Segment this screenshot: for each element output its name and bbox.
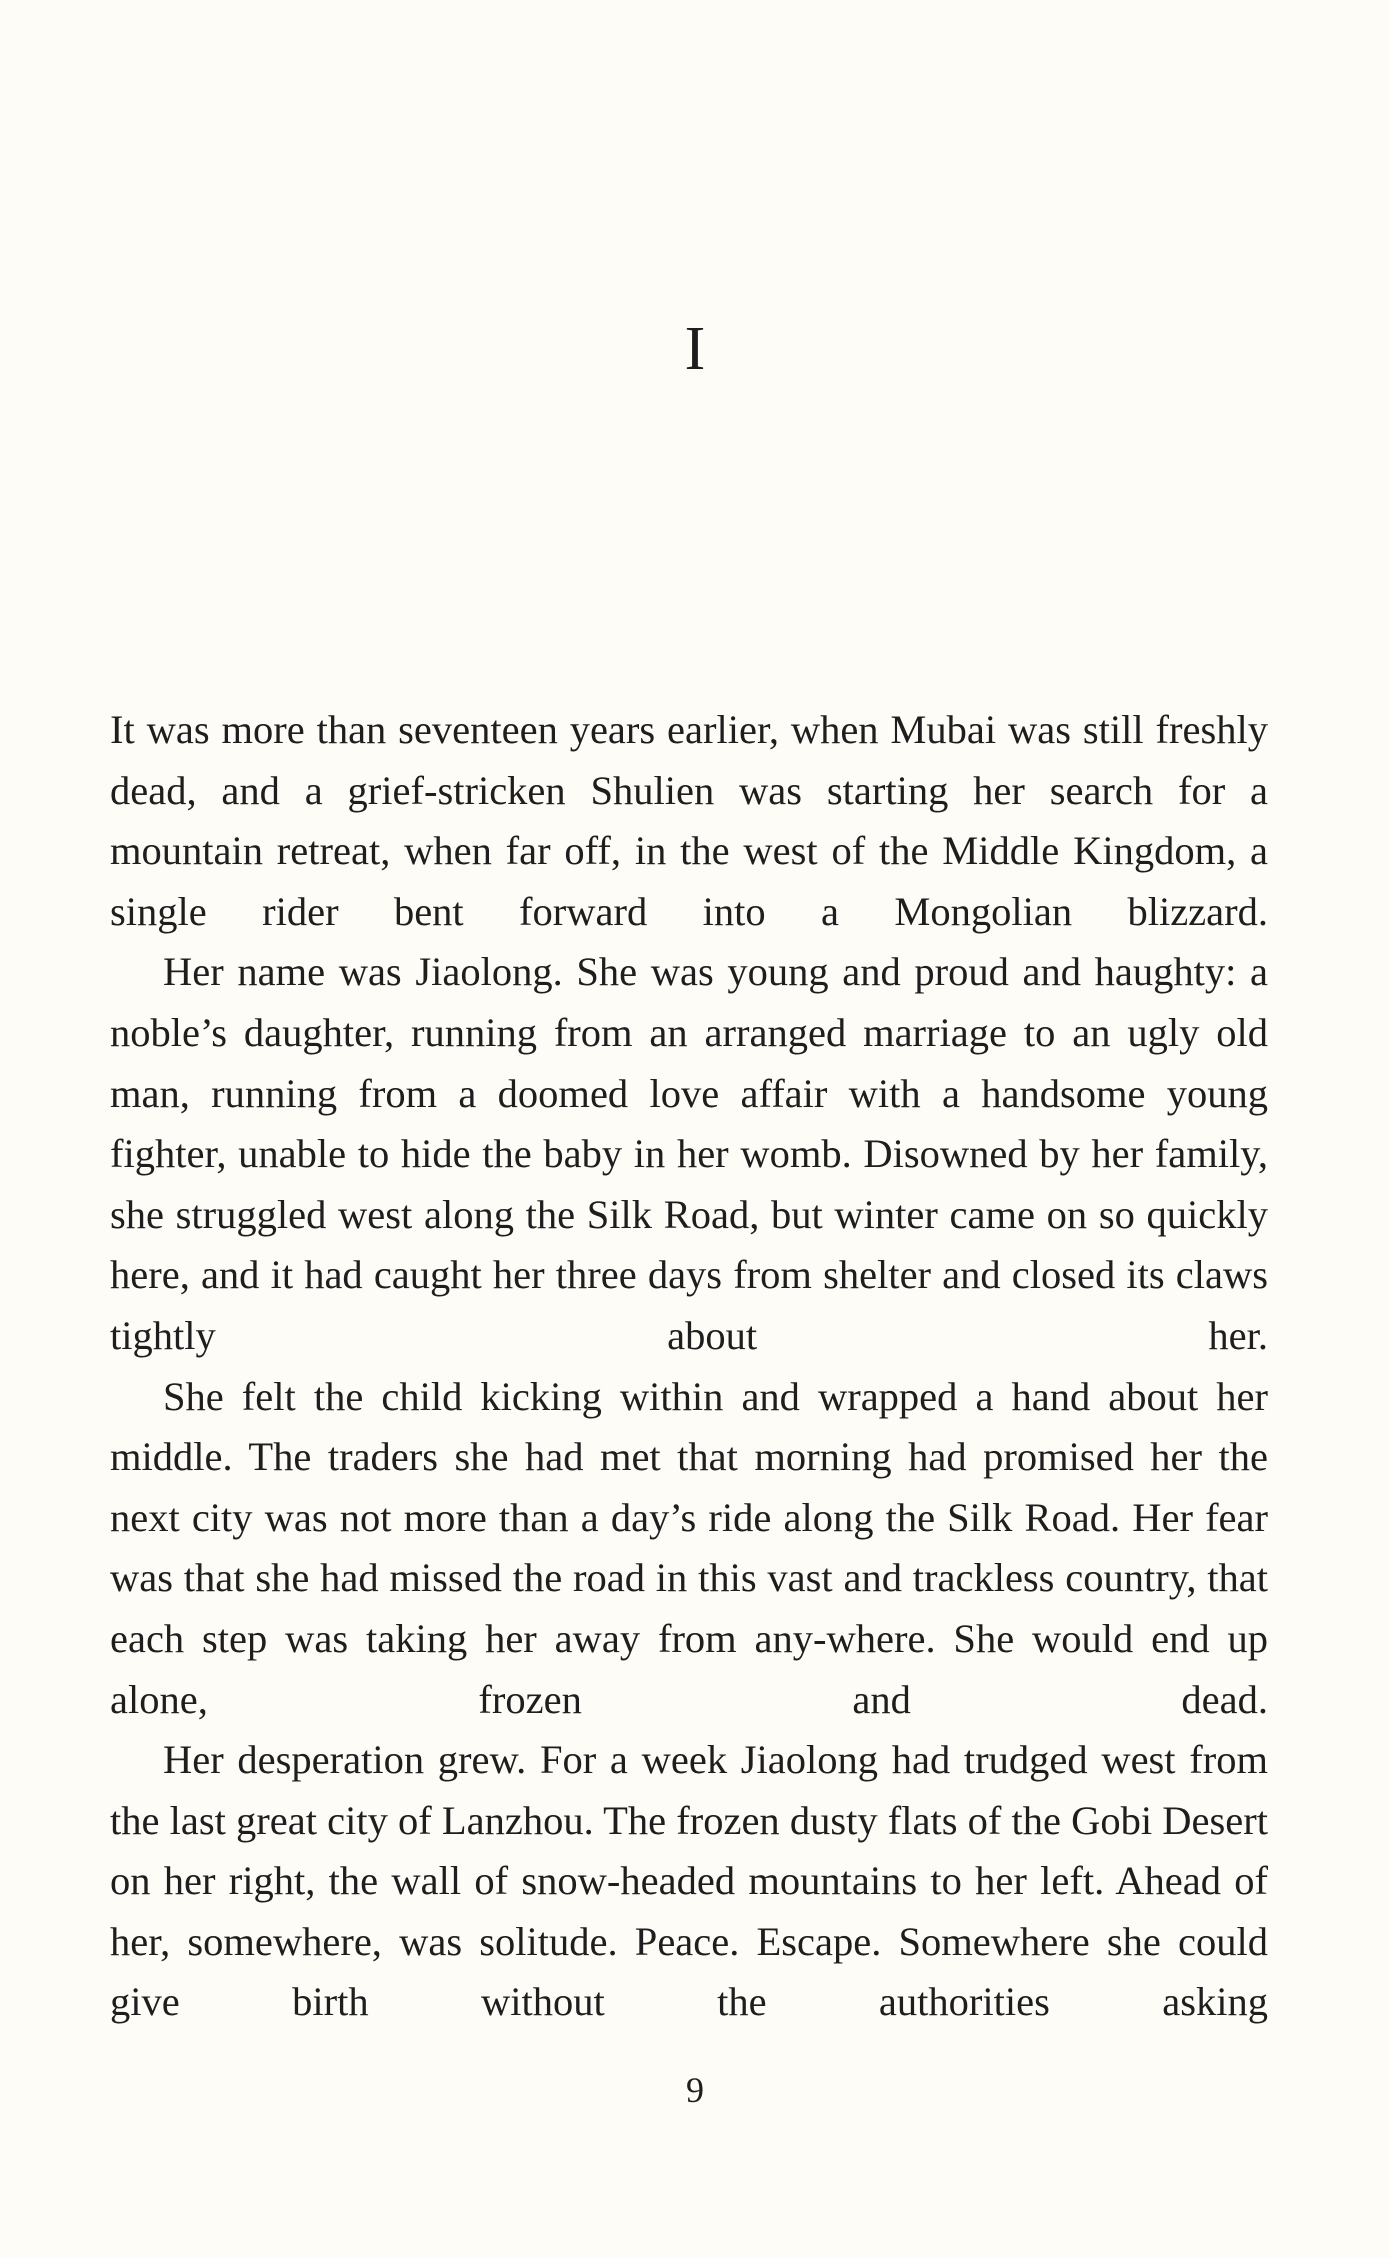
paragraph-4: Her desperation grew. For a week Jiaolong had trudged west from the last great city of Lanzhou. The frozen dusty flats of the Gobi Desert on her right, the wall of snow-headed mountains to her left. Ahead of her, somewhere, was solitude. Peace. Escape. Somewhere she could give birth without the authorities asking bbox=[110, 1737, 1268, 2025]
paragraph-2: Her name was Jiaolong. She was young and proud and haughty: a noble’s daughter, running from an arranged marriage to an ugly old man, running from a doomed love affair with a handsome young fighter, unable to hide the baby in her womb. Disowned by her family, she struggled west along the Silk Road, but winter came on so quickly here, and it had caught her three days from shelter and closed its claws tightly about her. bbox=[110, 949, 1268, 1358]
paragraph-1: It was more than seventeen years earlier, when Mubai was still freshly dead, and a grief-stricken Shulien was starting her search for a mountain retreat, when far off, in the west of the Middle Kingdom, a single rider bent forward into a Mongolian blizzard. bbox=[110, 707, 1268, 934]
body-text bbox=[110, 700, 1268, 2033]
chapter-number: I bbox=[684, 315, 706, 383]
paragraph-3: She felt the child kicking within and wrapped a hand about her middle. The traders she had met that morning had promised her the next city was not more than a day’s ride along the Silk Road. Her fear was that she had missed the road in this vast and trackless country, that each step was taking her away from any-where. She would end up alone, frozen and dead. bbox=[110, 1373, 1268, 1722]
page-number: 9 bbox=[686, 2070, 704, 2110]
